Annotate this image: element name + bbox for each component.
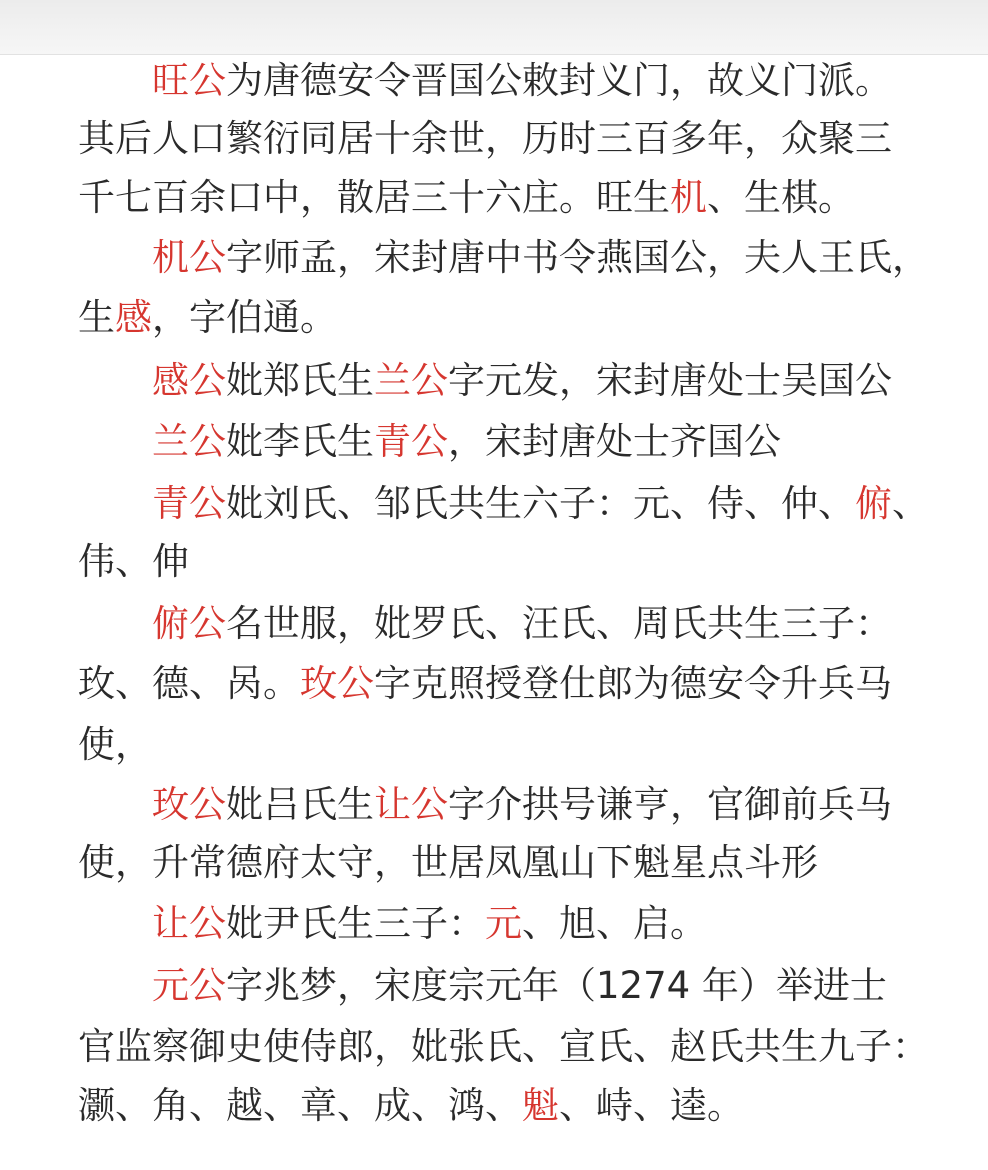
text-segment: 使，升常德府太守，世居凤凰山下魁星点斗形 — [78, 841, 818, 884]
highlighted-name: 兰公 — [152, 420, 226, 463]
text-segment: 灏、角、越、章、成、鸿、 — [78, 1084, 522, 1127]
text-line — [78, 660, 892, 708]
highlighted-name: 玫公 — [152, 783, 226, 826]
text-segment: 妣郑氏生 — [226, 359, 374, 402]
document-page — [0, 55, 988, 1170]
text-segment: 、生棋。 — [707, 176, 855, 219]
text-line — [78, 538, 189, 586]
highlighted-name: 感公 — [152, 359, 226, 402]
highlighted-name: 旺公 — [152, 59, 226, 102]
highlighted-name: 元公 — [152, 964, 226, 1007]
text-segment: 千七百余口中，散居三十六庄。旺生 — [78, 176, 670, 219]
text-line — [152, 962, 887, 1010]
text-segment: 生 — [78, 296, 115, 339]
highlighted-name: 元 — [485, 902, 522, 945]
text-segment: 伟、伸 — [78, 540, 189, 583]
text-line — [152, 234, 929, 282]
highlighted-name: 青公 — [152, 482, 226, 525]
top-bar — [0, 0, 988, 55]
text-segment: 妣刘氏、邹氏共生六子：元、侍、仲、 — [226, 482, 855, 525]
text-line — [78, 1082, 744, 1130]
text-line — [152, 480, 929, 528]
text-line — [78, 294, 337, 342]
highlighted-name: 机公 — [152, 236, 226, 279]
highlighted-name: 机 — [670, 176, 707, 219]
text-line — [152, 357, 892, 405]
text-segment: 其后人口繁衍同居十余世，历时三百多年，众聚三 — [78, 117, 892, 160]
text-segment: 玫、德、呙。 — [78, 662, 300, 705]
text-line — [152, 900, 707, 948]
text-segment: 字克照授登仕郎为德安令升兵马 — [374, 662, 892, 705]
text-line — [152, 600, 892, 648]
text-segment: 使， — [78, 723, 152, 766]
text-line — [78, 721, 152, 769]
highlighted-name: 青公 — [374, 420, 448, 463]
highlighted-name: 让公 — [374, 783, 448, 826]
highlighted-name: 魁 — [522, 1084, 559, 1127]
highlighted-name: 俯 — [855, 482, 892, 525]
text-segment: 字师孟，宋封唐中书令燕国公，夫人王氏， — [226, 236, 929, 279]
text-segment: 字兆梦，宋度宗元年（1274 年）举进士 — [226, 964, 887, 1007]
text-segment: 妣尹氏生三子： — [226, 902, 485, 945]
highlighted-name: 玫公 — [300, 662, 374, 705]
text-line — [78, 115, 892, 163]
text-segment: 、旭、启。 — [522, 902, 707, 945]
text-segment: 、峙、逵。 — [559, 1084, 744, 1127]
highlighted-name: 让公 — [152, 902, 226, 945]
text-line — [152, 781, 892, 829]
text-segment: 为唐德安令晋国公敕封义门，故义门派。 — [226, 59, 892, 102]
text-segment: ，字伯通。 — [152, 296, 337, 339]
text-line — [152, 418, 781, 466]
highlighted-name: 俯公 — [152, 602, 226, 645]
text-segment: 妣李氏生 — [226, 420, 374, 463]
text-segment: ，宋封唐处士齐国公 — [448, 420, 781, 463]
text-segment: 妣吕氏生 — [226, 783, 374, 826]
text-line — [78, 839, 818, 887]
text-segment: 字介拱号谦亨，官御前兵马 — [448, 783, 892, 826]
text-segment: 字元发，宋封唐处士吴国公 — [448, 359, 892, 402]
text-segment: 名世服，妣罗氏、汪氏、周氏共生三子： — [226, 602, 892, 645]
text-segment: 官监察御史使侍郎，妣张氏、宣氏、赵氏共生九子： — [78, 1025, 929, 1068]
highlighted-name: 感 — [115, 296, 152, 339]
highlighted-name: 兰公 — [374, 359, 448, 402]
text-line — [78, 1023, 929, 1071]
text-line — [152, 57, 892, 105]
text-line — [78, 174, 855, 222]
text-segment: 、 — [892, 482, 929, 525]
